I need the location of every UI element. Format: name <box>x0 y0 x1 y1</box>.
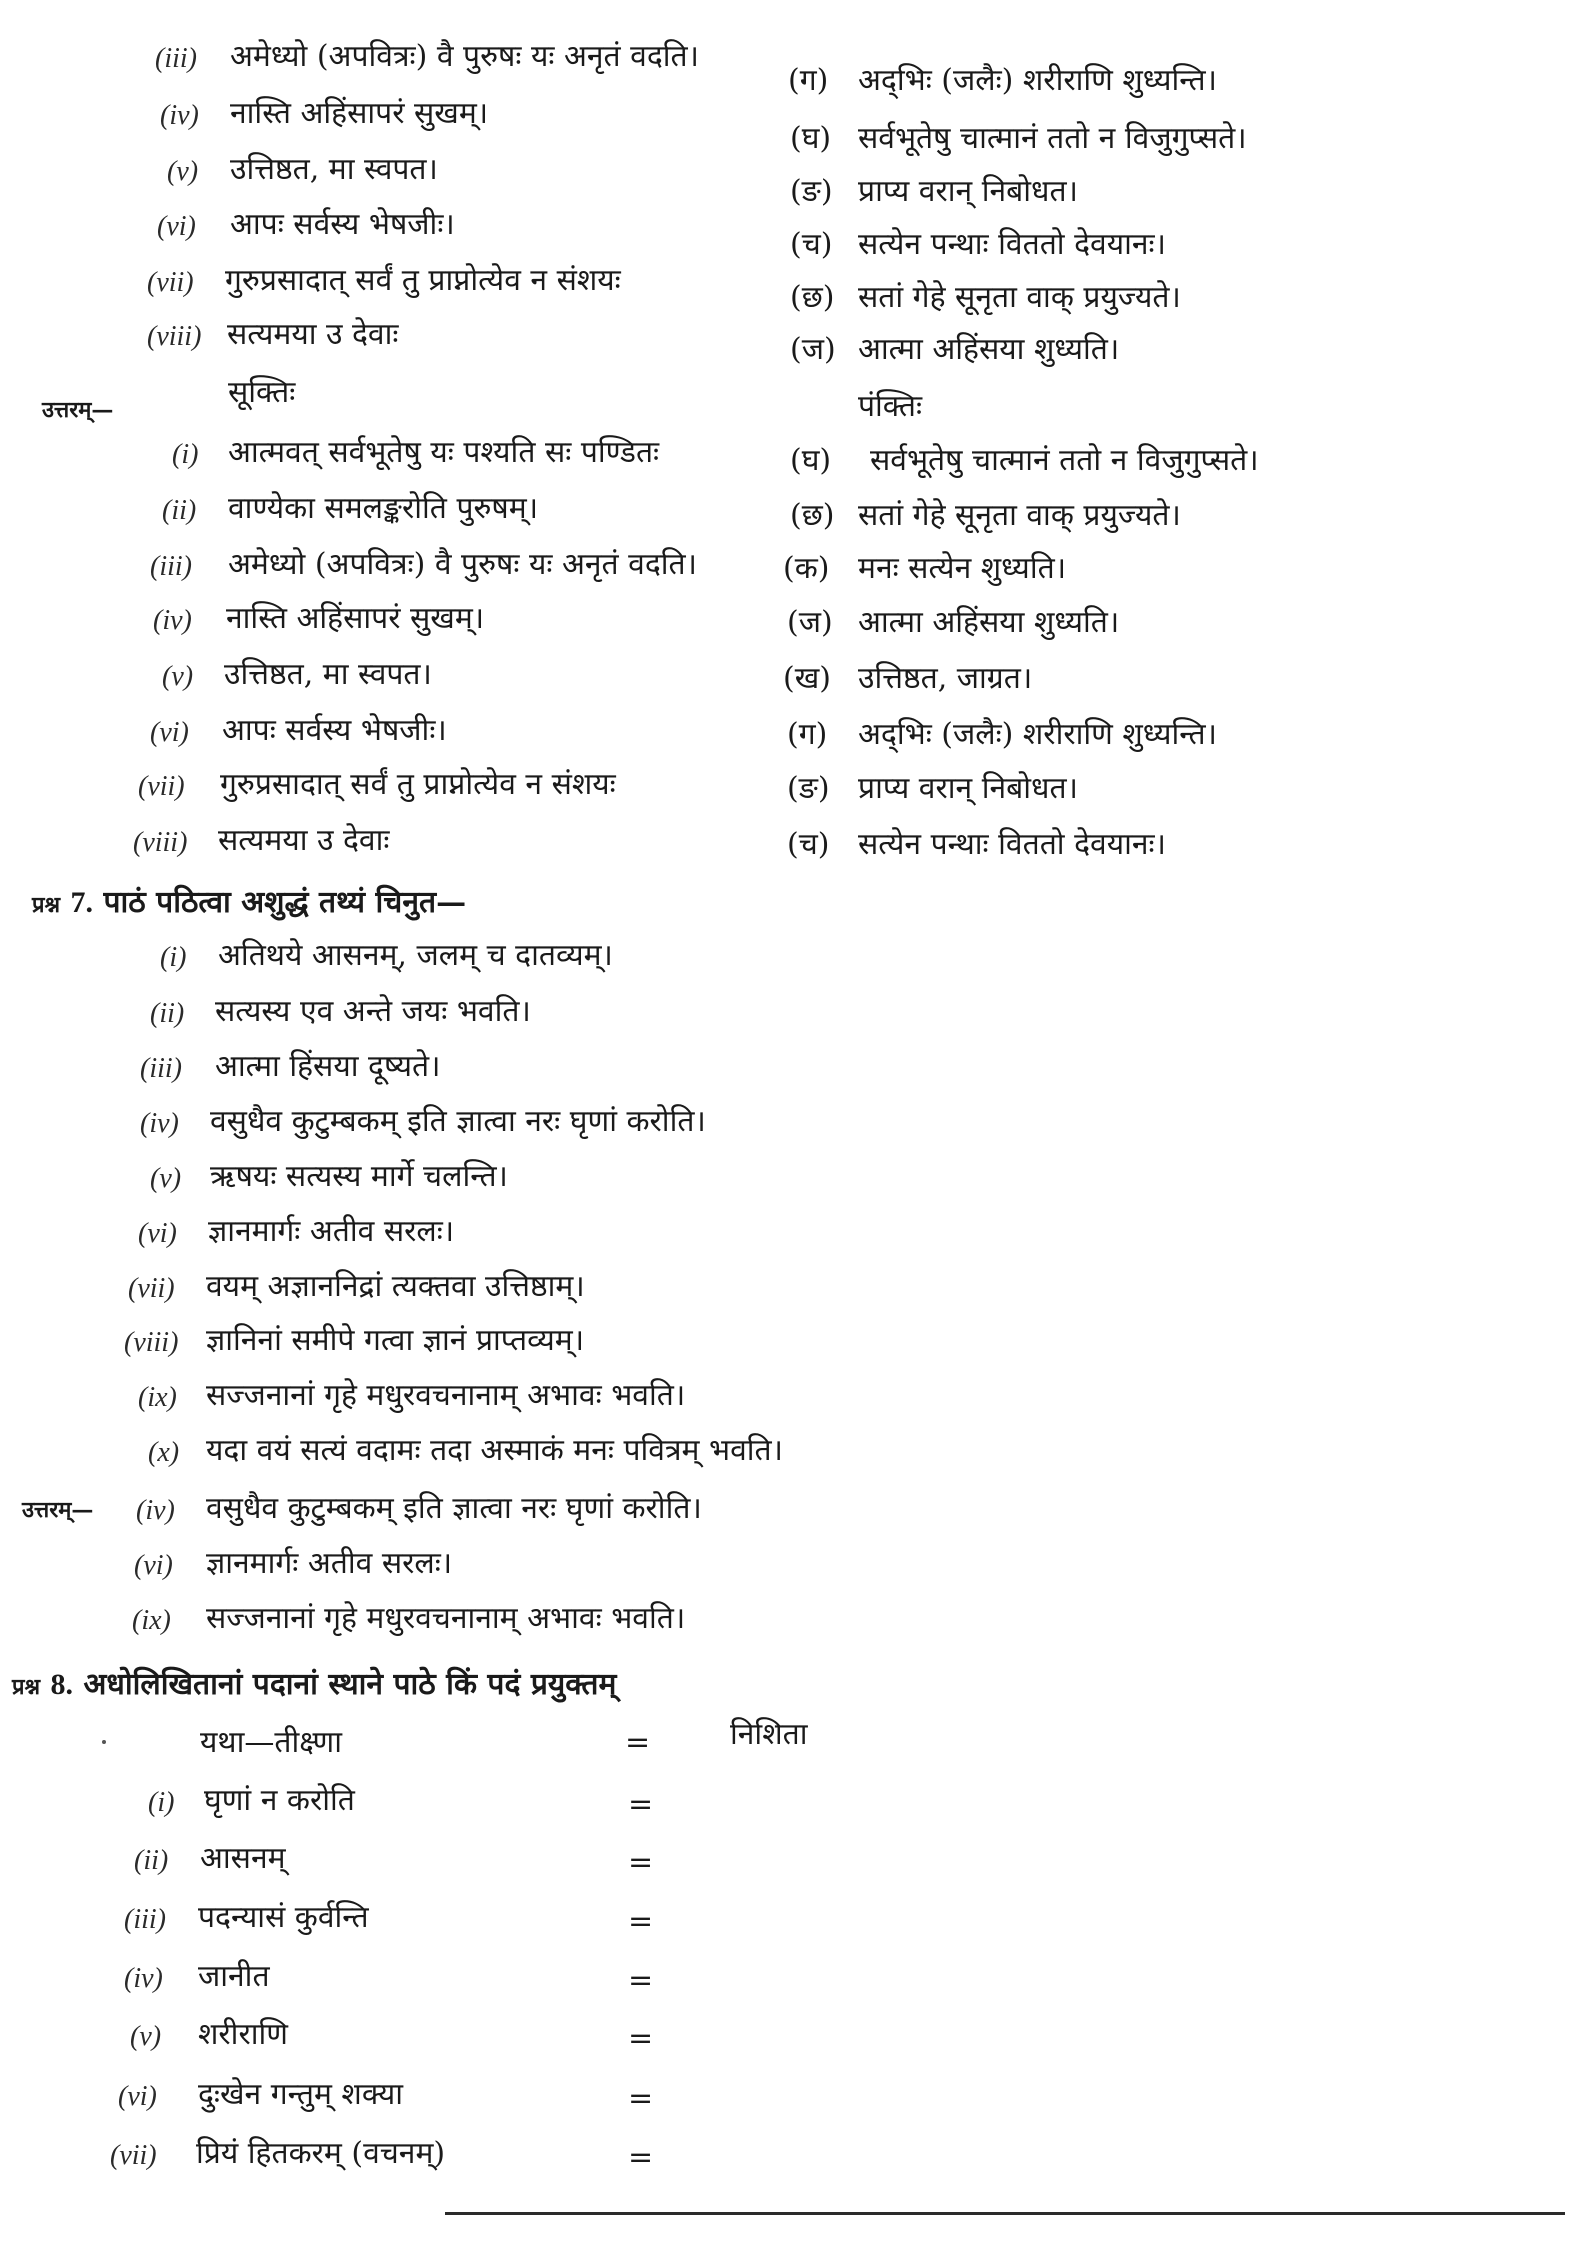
answer-text: ज्ञानमार्गः अतीव सरलः। <box>206 1546 453 1581</box>
item-number: (vi) <box>118 2081 157 2112</box>
item-number: (viii) <box>124 1327 179 1358</box>
column-head-pankti: पंक्तिः <box>858 389 923 424</box>
item-number: (vi) <box>138 1218 177 1249</box>
answer-label: उत्तरम्— <box>22 1497 94 1523</box>
item-number: (i) <box>160 942 187 973</box>
item-number: (vi) <box>134 1550 173 1581</box>
column-head-sukti: सूक्तिः <box>228 375 296 410</box>
sukti-text: नास्ति अहिंसापरं सुखम्। <box>226 601 485 636</box>
item-number: (ii) <box>134 1845 169 1876</box>
statement-text: अतिथये आसनम्, जलम् च दातव्यम्। <box>218 938 613 973</box>
bottom-rule <box>445 2212 1565 2215</box>
answer-label: उत्तरम्— <box>42 397 114 423</box>
item-number: (ix) <box>138 1382 177 1413</box>
item-number: (ii) <box>162 495 197 526</box>
option-letter: (ङ) <box>787 771 830 806</box>
option-letter: (छ) <box>790 498 835 533</box>
word-text: दुःखेन गन्तुम् शक्या <box>198 2077 404 2112</box>
pankti-text: प्राप्य वरान् निबोधत। <box>858 771 1078 806</box>
item-number: (vii) <box>110 2140 157 2171</box>
answer-text: सज्जनानां गृहे मधुरवचनानाम् अभावः भवति। <box>206 1601 686 1636</box>
statement-text: सज्जनानां गृहे मधुरवचनानाम् अभावः भवति। <box>206 1378 686 1413</box>
word-text: प्रियं हितकरम् (वचनम्) <box>196 2136 446 2171</box>
item-number: (iv) <box>160 100 199 131</box>
statement-text: ज्ञानमार्गः अतीव सरलः। <box>208 1214 455 1249</box>
equals-sign: = <box>628 2081 654 2116</box>
sukti-text: वाण्येका समलङ्करोति पुरुषम्। <box>228 491 539 526</box>
item-number: (ii) <box>150 998 185 1029</box>
item-number: (v) <box>167 156 199 187</box>
question-number: 7. <box>70 886 94 919</box>
statement-text: ऋषयः सत्यस्य मार्गे चलन्ति। <box>210 1159 508 1194</box>
item-number: (iii) <box>140 1053 182 1084</box>
statement-text: आत्मा हिंसया दूष्यते। <box>215 1049 441 1084</box>
item-number: (vii) <box>128 1273 175 1304</box>
equals-sign: = <box>628 1845 654 1880</box>
pankti-text: आत्मा अहिंसया शुध्यति। <box>858 332 1120 367</box>
option-letter: (च) <box>790 227 833 262</box>
sukti-text: आत्मवत् सर्वभूतेषु यः पश्यति सः पण्डितः <box>228 435 660 470</box>
sukti-text: गुरुप्रसादात् सर्वं तु प्राप्नोत्येव न संशयः <box>220 767 616 802</box>
example-word: यथा—तीक्ष्णा <box>200 1725 343 1760</box>
sukti-text: उत्तिष्ठत, मा स्वपत। <box>224 657 432 692</box>
option-letter: (छ) <box>790 280 835 315</box>
item-number: (vii) <box>147 267 194 298</box>
word-text: पदन्यासं कुर्वन्ति <box>198 1900 369 1935</box>
pankti-text: उत्तिष्ठत, जाग्रत। <box>858 661 1033 696</box>
item-number: (i) <box>172 439 199 470</box>
option-letter: (घ) <box>790 121 832 156</box>
sukti-text: सत्यमया उ देवाः <box>218 823 390 858</box>
item-number: (iv) <box>136 1495 175 1526</box>
pankti-text: मनः सत्येन शुध्यति। <box>858 551 1067 586</box>
question-heading <box>32 886 466 919</box>
item-number: (v) <box>162 661 194 692</box>
sukti-text: नास्ति अहिंसापरं सुखम्। <box>230 96 489 131</box>
item-number: (v) <box>130 2021 162 2052</box>
statement-text: वयम् अज्ञाननिद्रां त्यक्तवा उत्तिष्ठाम्। <box>206 1269 585 1304</box>
statement-text: ज्ञानिनां समीपे गत्वा ज्ञानं प्राप्तव्यम्। <box>206 1323 585 1358</box>
equals-sign: = <box>628 2140 654 2175</box>
pankti-text: अद्‌भिः (जलैः) शरीराणि शुध्यन्ति। <box>858 63 1217 98</box>
question-prefix: प्रश्न <box>32 892 61 918</box>
bullet-mark <box>102 1740 106 1744</box>
option-letter: (क) <box>783 551 830 586</box>
option-letter: (ग) <box>787 717 828 752</box>
equals-sign: = <box>628 1787 654 1822</box>
question-number: 8. <box>50 1668 74 1701</box>
item-number: (iv) <box>140 1108 179 1139</box>
pankti-text: आत्मा अहिंसया शुध्यति। <box>858 605 1120 640</box>
sukti-text: अमेध्यो (अपवित्रः) वै पुरुषः यः अनृतं वदति। <box>230 39 700 74</box>
item-number: (ix) <box>132 1605 171 1636</box>
equals-sign: = <box>628 1904 654 1939</box>
question-title: पाठं पठित्वा अशुद्धं तथ्यं चिनुत— <box>103 885 467 920</box>
sukti-text: अमेध्यो (अपवित्रः) वै पुरुषः यः अनृतं वदति। <box>228 547 698 582</box>
word-text: घृणां न करोति <box>204 1783 355 1818</box>
sukti-text: आपः सर्वस्य भेषजीः। <box>230 207 455 242</box>
pankti-text: सर्वभूतेषु चात्मानं ततो न विजुगुप्सते। <box>870 443 1259 478</box>
option-letter: (ग) <box>788 63 829 98</box>
question-title: अधोलिखितानां पदानां स्थाने पाठे किं पदं प्रयुक्तम् <box>83 1667 617 1702</box>
question-heading <box>12 1668 616 1701</box>
option-letter: (ङ) <box>790 174 833 209</box>
equals-sign: = <box>625 1725 651 1760</box>
example-answer: निशिता <box>730 1717 808 1752</box>
equals-sign: = <box>628 2021 654 2056</box>
word-text: जानीत <box>198 1959 270 1994</box>
item-number: (vi) <box>157 211 196 242</box>
item-number: (iv) <box>124 1963 163 1994</box>
sukti-text: सत्यमया उ देवाः <box>227 317 399 352</box>
equals-sign: = <box>628 1963 654 1998</box>
option-letter: (घ) <box>790 443 832 478</box>
item-number: (x) <box>148 1437 180 1468</box>
sukti-text: आपः सर्वस्य भेषजीः। <box>222 713 447 748</box>
option-letter: (ज) <box>787 605 833 640</box>
pankti-text: सतां गेहे सूनृता वाक् प्रयुज्यते। <box>858 280 1181 315</box>
pankti-text: सर्वभूतेषु चात्मानं ततो न विजुगुप्सते। <box>858 121 1247 156</box>
statement-text: वसुधैव कुटुम्बकम् इति ज्ञात्वा नरः घृणां करोति। <box>210 1104 706 1139</box>
sukti-text: उत्तिष्ठत, मा स्वपत। <box>230 152 438 187</box>
item-number: (viii) <box>133 827 188 858</box>
pankti-text: सत्येन पन्थाः विततो देवयानः। <box>858 227 1166 262</box>
item-number: (i) <box>148 1787 175 1818</box>
item-number: (iii) <box>124 1904 166 1935</box>
item-number: (iii) <box>155 43 197 74</box>
pankti-text: सतां गेहे सूनृता वाक् प्रयुज्यते। <box>858 498 1181 533</box>
statement-text: यदा वयं सत्यं वदामः तदा अस्माकं मनः पवित्रम् भवति। <box>206 1433 784 1468</box>
statement-text: सत्यस्य एव अन्ते जयः भवति। <box>215 994 531 1029</box>
item-number: (v) <box>150 1163 182 1194</box>
item-number: (viii) <box>147 321 202 352</box>
option-letter: (ज) <box>790 332 836 367</box>
word-text: शरीराणि <box>198 2017 288 2052</box>
word-text: आसनम् <box>200 1841 286 1876</box>
option-letter: (ख) <box>783 661 831 696</box>
question-prefix: प्रश्न <box>12 1674 41 1700</box>
sukti-text: गुरुप्रसादात् सर्वं तु प्राप्नोत्येव न संशयः <box>225 263 621 298</box>
pankti-text: प्राप्य वरान् निबोधत। <box>858 174 1078 209</box>
pankti-text: अद्‌भिः (जलैः) शरीराणि शुध्यन्ति। <box>858 717 1217 752</box>
item-number: (vi) <box>150 717 189 748</box>
answer-text: वसुधैव कुटुम्बकम् इति ज्ञात्वा नरः घृणां करोति। <box>206 1491 702 1526</box>
option-letter: (च) <box>787 827 830 862</box>
item-number: (iv) <box>153 605 192 636</box>
item-number: (iii) <box>150 551 192 582</box>
item-number: (vii) <box>138 771 185 802</box>
pankti-text: सत्येन पन्थाः विततो देवयानः। <box>858 827 1166 862</box>
